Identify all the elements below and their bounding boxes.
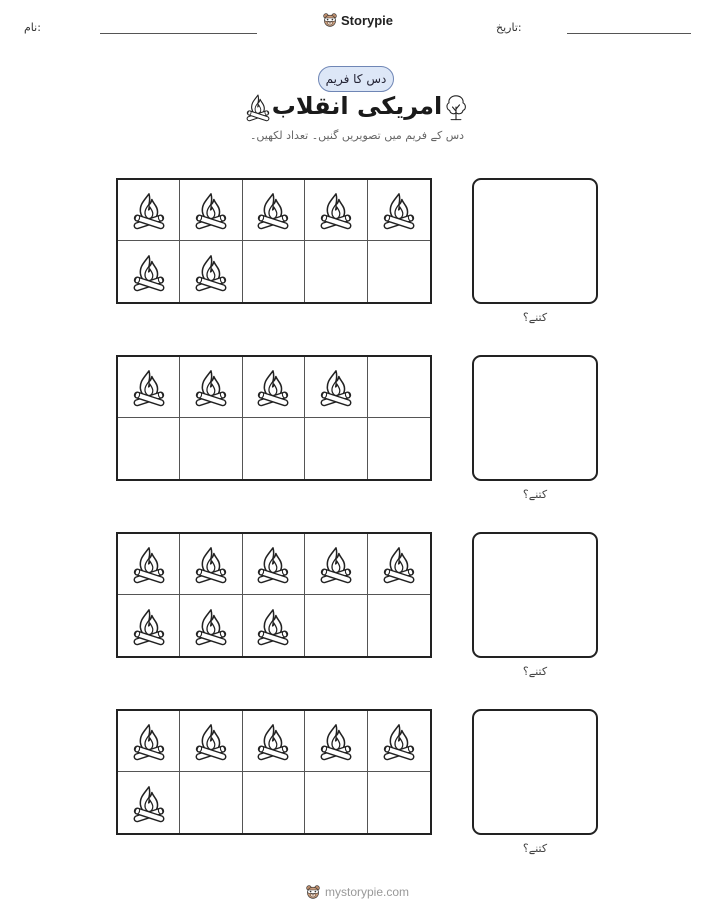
answer-box[interactable] <box>472 178 598 304</box>
campfire-icon <box>130 721 168 761</box>
ten-frame <box>116 532 432 658</box>
footer-url: mystorypie.com <box>324 885 410 899</box>
campfire-icon <box>192 367 230 407</box>
ten-frame-cell <box>180 711 242 772</box>
ten-frame-cell <box>368 418 430 479</box>
campfire-icon <box>254 606 292 646</box>
ten-frame-cell <box>118 418 180 479</box>
how-many-label: کتنے؟ <box>522 311 548 324</box>
campfire-icon <box>317 367 355 407</box>
campfire-icon <box>130 783 168 823</box>
ten-frame-cell <box>305 418 367 479</box>
ten-frame-cell <box>368 711 430 772</box>
campfire-icon <box>317 544 355 584</box>
campfire-icon <box>380 190 418 230</box>
footer <box>0 884 714 900</box>
ten-frame <box>116 709 432 835</box>
ten-frame-cell <box>305 711 367 772</box>
ten-frame-cell <box>368 772 430 833</box>
how-many-label: کتنے؟ <box>522 488 548 501</box>
ten-frame-cell <box>305 534 367 595</box>
campfire-icon <box>130 367 168 407</box>
date-field[interactable] <box>567 33 691 34</box>
brand-logo <box>322 12 393 28</box>
answer-box[interactable] <box>472 532 598 658</box>
campfire-icon <box>192 252 230 292</box>
how-many-label: کتنے؟ <box>522 665 548 678</box>
ten-frame-cell <box>243 241 305 302</box>
ten-frame-cell <box>305 241 367 302</box>
ten-frame-cell <box>180 595 242 656</box>
campfire-icon <box>130 190 168 230</box>
ten-frame-cell <box>368 180 430 241</box>
ten-frame-cell <box>243 357 305 418</box>
ten-frame-cell <box>118 180 180 241</box>
date-label: تاریخ: <box>496 21 522 34</box>
name-label: نام: <box>24 21 41 34</box>
campfire-icon <box>130 252 168 292</box>
bear-logo-icon <box>305 884 321 900</box>
campfire-icon <box>192 721 230 761</box>
campfire-icon <box>254 190 292 230</box>
campfire-icon <box>130 606 168 646</box>
ten-frame-cell <box>305 772 367 833</box>
campfire-icon <box>130 544 168 584</box>
how-many-label: کتنے؟ <box>522 842 548 855</box>
campfire-icon <box>192 606 230 646</box>
page-title: امریکی انقلاب <box>271 92 443 120</box>
ten-frame-cell <box>305 180 367 241</box>
answer-box[interactable] <box>472 355 598 481</box>
ten-frame-cell <box>118 595 180 656</box>
ten-frame-cell <box>243 534 305 595</box>
ten-frame-cell <box>243 180 305 241</box>
ten-frame-cell <box>118 711 180 772</box>
ten-frame <box>116 178 432 304</box>
ten-frame-cell <box>305 357 367 418</box>
ten-frame-cell <box>118 772 180 833</box>
ten-frame-cell <box>368 357 430 418</box>
campfire-icon <box>254 721 292 761</box>
campfire-icon <box>254 367 292 407</box>
ten-frame-cell <box>368 595 430 656</box>
ten-frame-cell <box>118 241 180 302</box>
ten-frame-cell <box>180 534 242 595</box>
ten-frame-cell <box>243 711 305 772</box>
answer-box[interactable] <box>472 709 598 835</box>
campfire-icon <box>380 544 418 584</box>
campfire-icon <box>317 190 355 230</box>
worksheet-type-badge: دس کا فریم <box>318 66 394 92</box>
tree-icon <box>442 92 470 122</box>
campfire-icon <box>192 190 230 230</box>
ten-frame-cell <box>368 534 430 595</box>
ten-frame-cell <box>243 772 305 833</box>
bear-logo-icon <box>322 12 338 28</box>
campfire-icon <box>254 544 292 584</box>
ten-frame-cell <box>180 357 242 418</box>
brand-name: Storypie <box>341 12 394 28</box>
ten-frame-cell <box>180 241 242 302</box>
ten-frame-cell <box>243 418 305 479</box>
ten-frame-cell <box>180 772 242 833</box>
campfire-icon <box>380 721 418 761</box>
ten-frame-cell <box>243 595 305 656</box>
instructions: دس کے فریم میں تصویریں گنیں۔ تعداد لکھیں۔ <box>249 129 465 142</box>
ten-frame-cell <box>180 180 242 241</box>
campfire-icon <box>192 544 230 584</box>
ten-frame <box>116 355 432 481</box>
name-field[interactable] <box>100 33 257 34</box>
ten-frame-cell <box>305 595 367 656</box>
ten-frame-cell <box>118 534 180 595</box>
campfire-icon <box>317 721 355 761</box>
ten-frame-cell <box>180 418 242 479</box>
ten-frame-cell <box>118 357 180 418</box>
ten-frame-cell <box>368 241 430 302</box>
